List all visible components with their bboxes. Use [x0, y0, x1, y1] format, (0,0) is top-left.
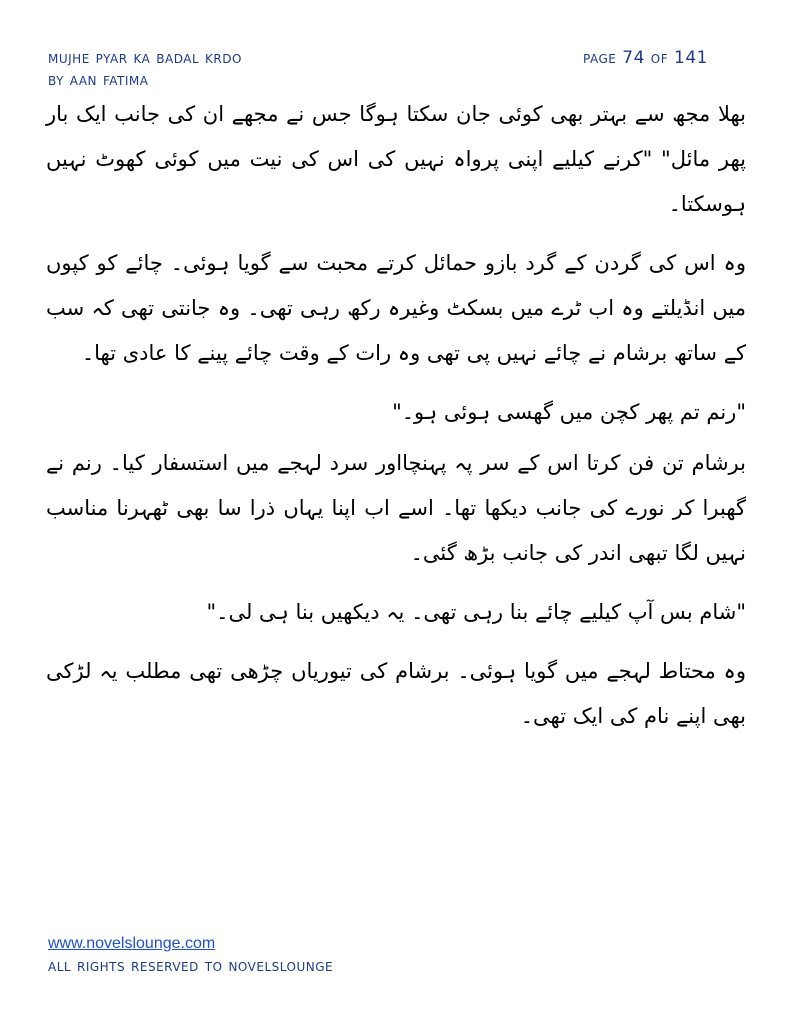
author-line: by aan fatima: [48, 70, 149, 90]
paragraph-3: "رنم تم پھر کچن میں گھسی ہوئی ہو۔": [392, 400, 746, 424]
paragraph-4: برشام تن فن کرتا اس کے سر پہ پہنچااور سرد لہجے میں استسفار کیا۔ رنم نے گھبرا کر نورے کی جانب دیکھا تھا۔ اسے اب اپنا یہاں ذرا سا بھی ٹھہرنا مناسب نہیں لگا تبھی اندر کی جانب بڑھ گئی۔: [46, 451, 746, 565]
novel-title: mujhe pyar ka badal krdo: [48, 48, 242, 68]
document-header: [48, 47, 388, 91]
paragraph-6: وہ محتاط لہجے میں گویا ہوئی۔ برشام کی تیوریاں چڑھی تھی مطلب یہ لڑکی بھی اپنے نام کی ایک تھی۔: [46, 659, 746, 728]
paragraph-1: بھلا مجھ سے بہتر بھی کوئی جان سکتا ہوگا جس نے مجھے ان کی جانب ایک بار پھر مائل" "کرنے کیلیے اپنی پرواہ نہیں کی اس کی نیت میں کوئی کھوٹ نہیں ہوسکتا۔: [46, 102, 746, 216]
paragraph-2: وہ اس کی گردن کے گرد بازو حمائل کرتے محبت سے گویا ہوئی۔ چائے کو کپوں میں انڈیلتے وہ اب ٹرے میں بسکٹ وغیرہ رکھ رہی تھی۔ وہ جانتی تھی کہ سب کے ساتھ برشام نے چائے نہیں پی تھی وہ رات کے وقت چائے پینے کا عادی تھا۔: [46, 251, 746, 365]
paragraph-5: "شام بس آپ کیلیے چائے بنا رہی تھی۔ یہ دیکھیں بنا ہی لی۔": [206, 600, 746, 624]
rights-notice: all rights reserved to novelslounge: [48, 956, 334, 976]
page-number-block: [583, 47, 753, 69]
document-footer: [48, 933, 548, 978]
urdu-body-text: [46, 92, 746, 753]
page-number: page 74 of 141: [583, 48, 708, 68]
website-link[interactable]: www.novelslounge.com: [48, 935, 216, 952]
